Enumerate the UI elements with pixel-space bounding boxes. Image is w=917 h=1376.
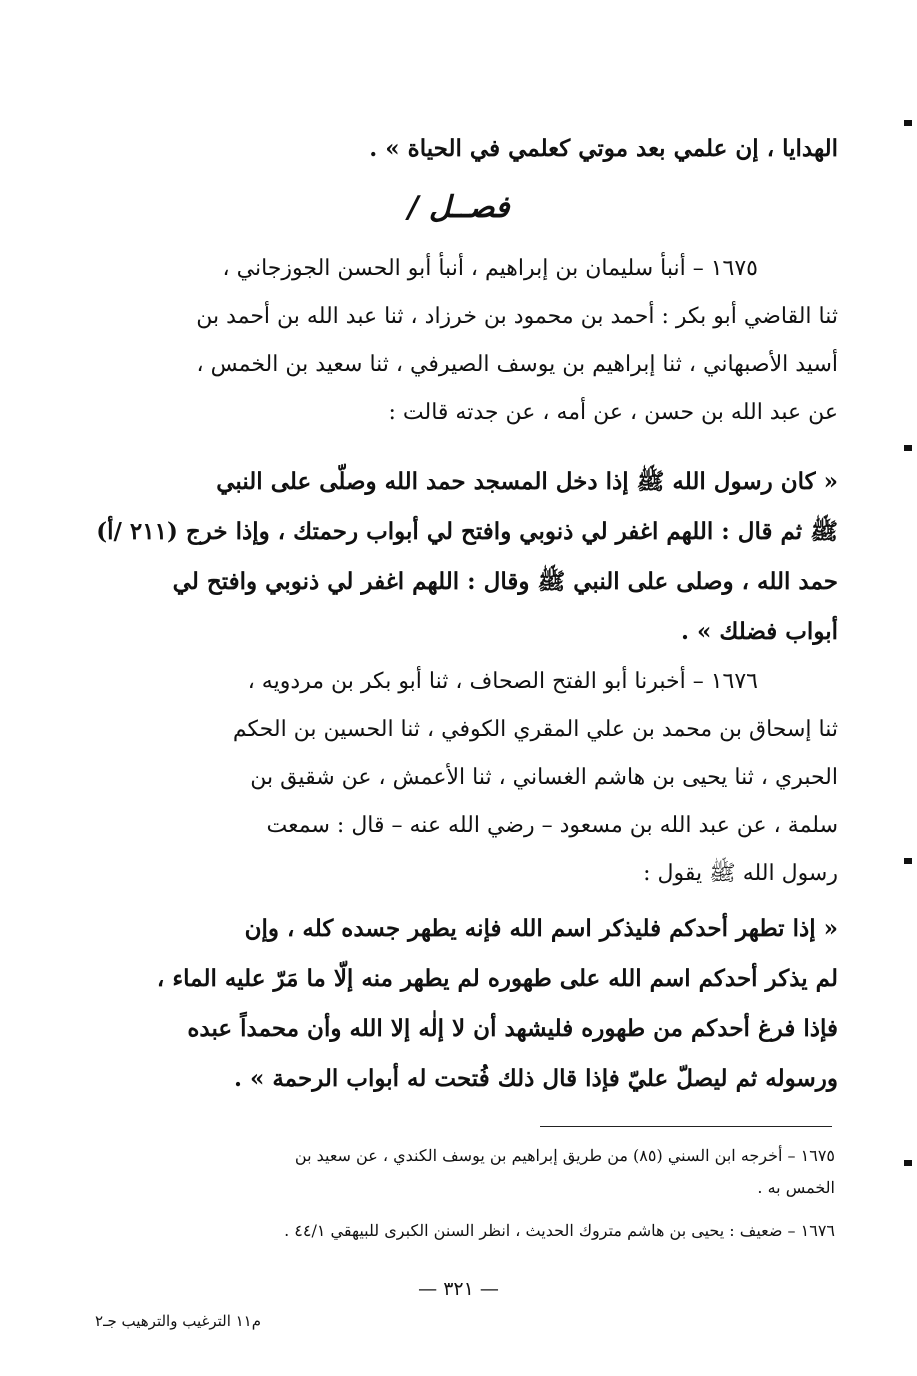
entry-1676-line-5: رسول الله ﷺ يقول : bbox=[643, 861, 838, 886]
footnote-1675-line-2: الخمس به . bbox=[757, 1178, 835, 1197]
entry-1675-line-3: أسيد الأصبهاني ، ثنا إبراهيم بن يوسف الصيرفي ، ثنا سعيد بن الخمس ، bbox=[196, 352, 838, 377]
entry-1676-hadith-line-3: فإذا فرغ أحدكم من طهوره فليشهد أن لا إلٰه إلا الله وأن محمداً عبده bbox=[187, 1015, 838, 1042]
page-number: — ٣٢١ — bbox=[418, 1278, 499, 1300]
entry-1676-line-4: سلمة ، عن عبد الله بن مسعود – رضي الله عنه – قال : سمعت bbox=[266, 813, 838, 838]
margin-mark bbox=[904, 120, 912, 126]
entry-1676-line-2: ثنا إسحاق بن محمد بن علي المقري الكوفي ، ثنا الحسين بن الحكم bbox=[232, 717, 838, 742]
footnote-1675 bbox=[295, 1140, 835, 1204]
signature-mark: م١١ الترغيب والترهيب جـ٢ bbox=[95, 1312, 262, 1330]
footnote-1675-line-1: ١٦٧٥ – أخرجه ابن السني (٨٥) من طريق إبراهيم بن يوسف الكندي ، عن سعيد بن bbox=[294, 1146, 835, 1165]
margin-mark bbox=[904, 1160, 912, 1166]
entry-1675-hadith-line-2: ﷺ ثم قال : اللهم اغفر لي ذنوبي وافتح لي أبواب رحمتك ، وإذا خرج (٢١١ /أ) bbox=[96, 518, 838, 545]
margin-mark bbox=[904, 858, 912, 864]
entry-1676-hadith bbox=[138, 904, 838, 1104]
entry-1675-hadith-line-1: « كان رسول الله ﷺ إذا دخل المسجد حمد الله وصلّى على النبي bbox=[216, 468, 838, 495]
entry-1676-isnad bbox=[138, 658, 838, 898]
entry-1676-hadith-line-2: لم يذكر أحدكم اسم الله على طهوره لم يطهر منه إلّا ما مَرّ عليه الماء ، bbox=[156, 965, 838, 992]
section-heading: فصــل / bbox=[407, 190, 510, 225]
entry-1676-hadith-line-4: ورسوله ثم ليصلّ عليّ فإذا قال ذلك فُتحت له أبواب الرحمة » . bbox=[233, 1065, 838, 1092]
entry-1675-isnad bbox=[138, 245, 838, 437]
continuation-line bbox=[360, 124, 838, 174]
footnote-separator bbox=[540, 1126, 832, 1127]
entry-1675-line-1: ١٦٧٥ – أنبأ سليمان بن إبراهيم ، أنبأ أبو الحسن الجوزجاني ، bbox=[222, 256, 758, 281]
footnote-1676 bbox=[284, 1215, 835, 1247]
continuation-text: الهدايا ، إن علمي بعد موتي كعلمي في الحياة » . bbox=[369, 135, 838, 162]
entry-1675-line-4: عن عبد الله بن حسن ، عن أمه ، عن جدته قالت : bbox=[388, 400, 838, 425]
footnote-1676-line-1: ١٦٧٦ – ضعيف : يحيى بن هاشم متروك الحديث ، انظر السنن الكبرى للبيهقي ٤٤/١ . bbox=[284, 1221, 835, 1240]
entry-1675-hadith-line-3: حمد الله ، وصلى على النبي ﷺ وقال : اللهم اغفر لي ذنوبي وافتح لي bbox=[172, 568, 838, 595]
entry-1675-hadith-line-4: أبواب فضلك » . bbox=[680, 618, 838, 645]
entry-1676-line-1: ١٦٧٦ – أخبرنا أبو الفتح الصحاف ، ثنا أبو بكر بن مردويه ، bbox=[247, 669, 758, 694]
entry-1675-hadith bbox=[85, 457, 838, 657]
entry-1675-line-2: ثنا القاضي أبو بكر : أحمد بن محمود بن خرزاد ، ثنا عبد الله بن أحمد بن bbox=[196, 304, 838, 329]
entry-1676-hadith-line-1: « إذا تطهر أحدكم فليذكر اسم الله فإنه يطهر جسده كله ، وإن bbox=[244, 915, 838, 942]
entry-1676-line-3: الحبري ، ثنا يحيى بن هاشم الغساني ، ثنا الأعمش ، عن شقيق بن bbox=[250, 765, 838, 790]
margin-mark bbox=[904, 445, 912, 451]
